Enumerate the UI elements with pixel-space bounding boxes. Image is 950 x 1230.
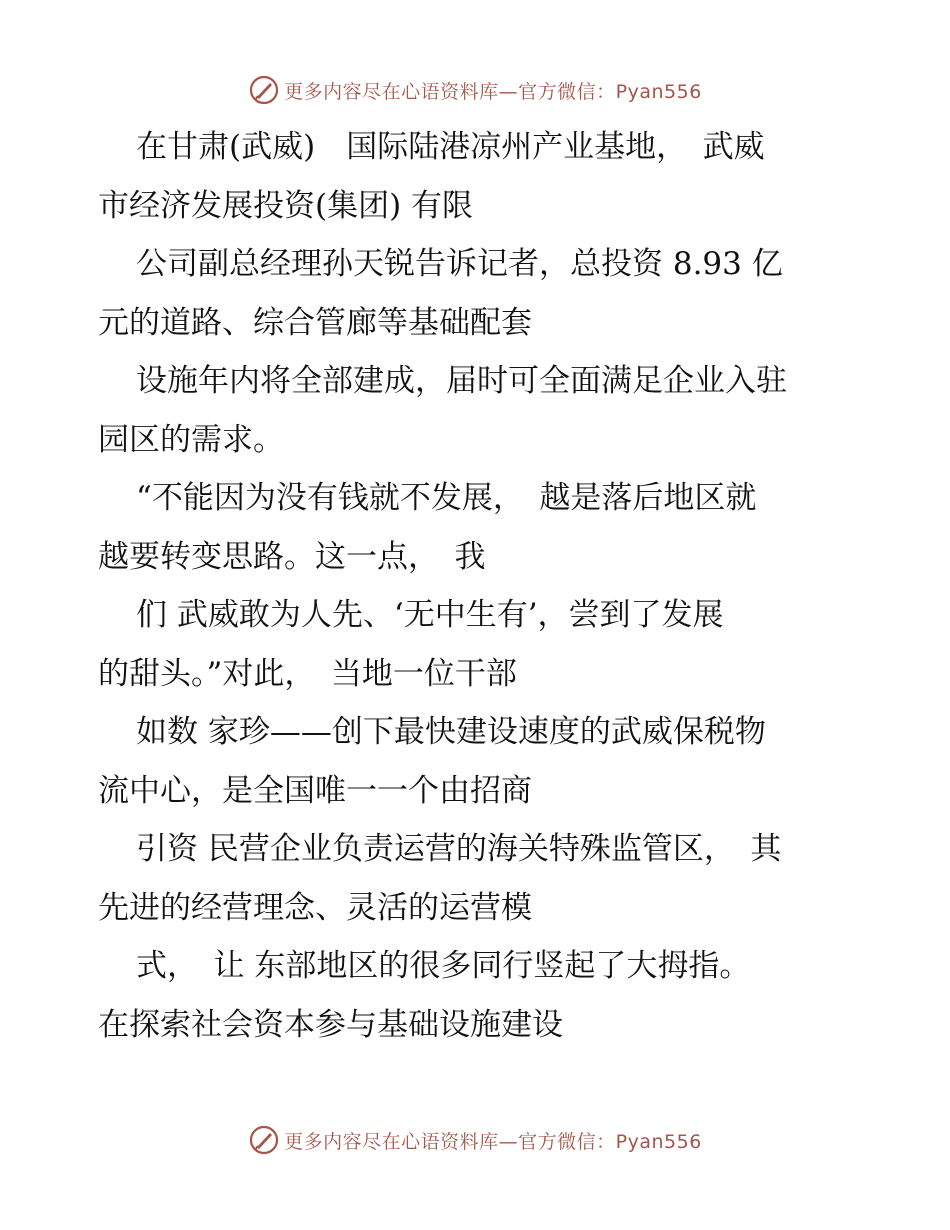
paragraph-line: 公司副总经理孙天锐告诉记者，总投资 8.93 亿 xyxy=(136,246,783,282)
paragraph-line: 市经济发展投资(集团) 有限 xyxy=(98,187,474,224)
paragraph-line: 设施年内将全部建成，届时可全面满足企业入驻 xyxy=(136,363,787,399)
paragraph-8 xyxy=(98,937,858,1054)
header-watermark-text: 更多内容尽在心语资料库—官方微信：Pyan556 xyxy=(284,80,702,103)
paragraph-line: 们 武威敢为人先、‘无中生有’，尝到了发展 xyxy=(136,597,724,633)
paragraph-3 xyxy=(98,352,858,469)
document-body xyxy=(98,118,858,1054)
paragraph-2 xyxy=(98,235,858,352)
paragraph-line: “不能因为没有钱就不发展， 越是落后地区就 xyxy=(136,480,757,516)
paragraph-line: 引资 民营企业负责运营的海关特殊监管区， 其 xyxy=(136,831,782,867)
paragraph-line: 流中心，是全国唯一一个由招商 xyxy=(98,772,532,809)
quill-logo-icon xyxy=(248,1124,280,1156)
paragraph-line: 的甜头。”对此， 当地一位干部 xyxy=(98,655,517,692)
footer-watermark-text: 更多内容尽在心语资料库—官方微信：Pyan556 xyxy=(284,1130,702,1153)
header-watermark xyxy=(0,70,950,110)
paragraph-4 xyxy=(98,469,858,586)
paragraph-line: 越要转变思路。这一点， 我 xyxy=(98,538,486,575)
paragraph-7 xyxy=(98,820,858,937)
paragraph-line: 先进的经营理念、灵活的运营模 xyxy=(98,889,532,926)
paragraph-line: 如数 家珍——创下最快建设速度的武威保税物 xyxy=(136,714,766,750)
footer-watermark xyxy=(0,1120,950,1160)
paragraph-1 xyxy=(98,118,858,235)
paragraph-line: 元的道路、综合管廊等基础配套 xyxy=(98,304,532,341)
paragraph-line: 式， 让 东部地区的很多同行竖起了大拇指。 xyxy=(136,948,751,984)
paragraph-6 xyxy=(98,703,858,820)
paragraph-5 xyxy=(98,586,858,703)
quill-logo-icon xyxy=(248,74,280,106)
paragraph-line: 在探索社会资本参与基础设施建设 xyxy=(98,1006,563,1043)
paragraph-line: 园区的需求。 xyxy=(98,421,284,458)
paragraph-line: 在甘肃(武威) 国际陆港凉州产业基地， 武威 xyxy=(136,129,765,165)
